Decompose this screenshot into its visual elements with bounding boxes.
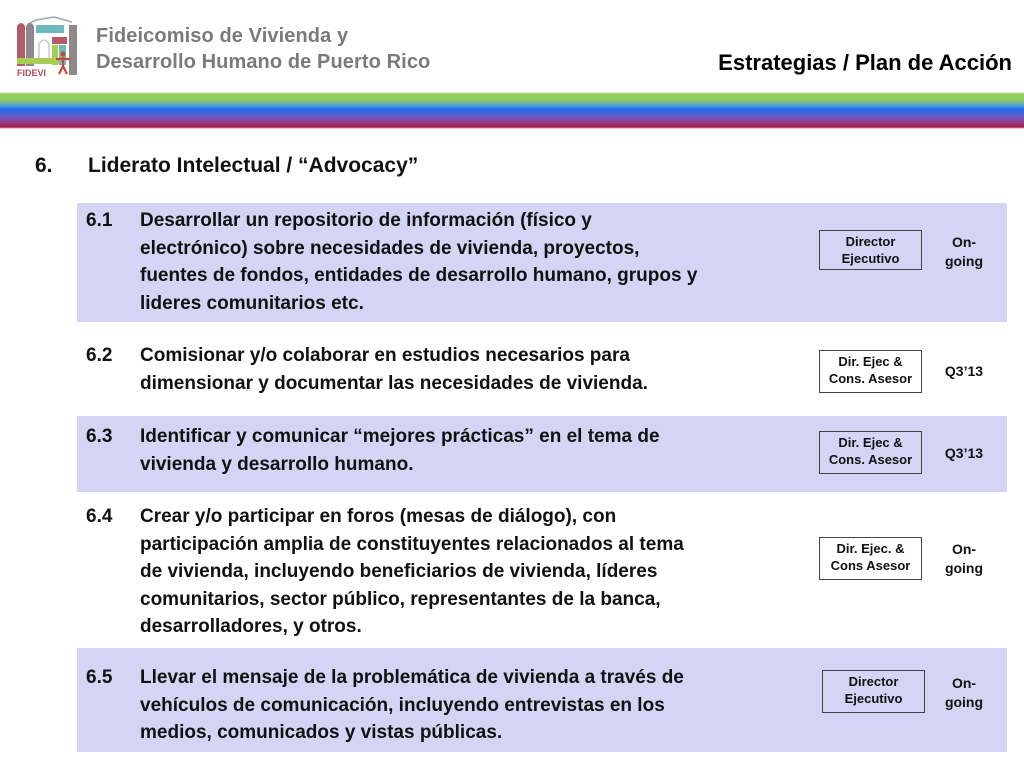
- action-item-row: [77, 416, 1007, 492]
- owner-line: Dir. Ejec. &: [836, 541, 905, 556]
- owner-box: [819, 431, 922, 474]
- timing-line: On-: [951, 234, 977, 250]
- description-line: Crear y/o participar en foros (mesas de diálogo), con: [140, 506, 617, 527]
- timing-line: On-: [951, 541, 977, 557]
- owner-line: Cons. Asesor: [828, 371, 913, 386]
- description-line: medios, comunicados y vistas públicas.: [140, 722, 503, 743]
- description-line: Llevar el mensaje de la problemática de vivienda a través de: [140, 667, 684, 688]
- owner-box: [819, 537, 922, 580]
- item-index: 6.1: [86, 210, 113, 231]
- owner-line: Dir. Ejec &: [838, 435, 903, 450]
- description-line: Identificar y comunicar “mejores prácticas” en el tema de: [140, 426, 660, 447]
- fidevi-logo-icon: [14, 14, 84, 80]
- owner-line: Dir. Ejec &: [838, 354, 903, 369]
- item-index: 6.2: [86, 345, 113, 366]
- decorative-color-stripe: [0, 92, 1024, 129]
- description-line: vehículos de comunicación, incluyendo entrevistas en los: [140, 694, 665, 716]
- organization-name: [96, 23, 430, 75]
- timing-line: going: [944, 560, 984, 576]
- action-item-row: [77, 203, 1007, 322]
- owner-line: Cons. Asesor: [828, 452, 913, 467]
- description-line: comunitarios, sector público, representantes de la banca,: [140, 588, 661, 610]
- item-index: 6.3: [86, 426, 113, 447]
- description-line: desarrolladores, y otros.: [140, 616, 362, 637]
- item-description: [140, 503, 820, 641]
- svg-text:FIDEVI: FIDEVI: [17, 68, 47, 78]
- description-line: de vivienda, incluyendo beneficiarios de vivienda, líderes: [140, 561, 658, 582]
- org-name-line1: Fideicomiso de Vivienda y: [96, 25, 349, 47]
- section-title: [35, 154, 418, 178]
- description-line: lideres comunitarios etc.: [140, 292, 364, 314]
- owner-line: Cons Asesor: [830, 558, 911, 573]
- item-description: [140, 664, 820, 747]
- timing: [933, 233, 995, 271]
- item-index: 6.4: [86, 506, 113, 527]
- timing-line: On-: [951, 675, 977, 691]
- section-number: 6.: [35, 154, 53, 177]
- timing: [933, 540, 995, 578]
- action-item-row: [77, 498, 1007, 643]
- header: [0, 0, 1024, 92]
- owner-line: Ejecutivo: [844, 691, 903, 706]
- description-line: vivienda y desarrollo humano.: [140, 453, 414, 475]
- page-heading: Estrategias / Plan de Acción: [718, 50, 1012, 75]
- timing-line: Q3’13: [944, 445, 984, 461]
- item-description: [140, 423, 820, 478]
- section-title-text: Liderato Intelectual / “Advocacy”: [88, 154, 419, 177]
- timing-line: going: [944, 253, 984, 269]
- description-line: fuentes de fondos, entidades de desarrollo humano, grupos y: [140, 265, 698, 286]
- timing: [933, 674, 995, 712]
- description-line: Comisionar y/o colaborar en estudios necesarios para: [140, 345, 630, 366]
- timing-line: going: [944, 694, 984, 710]
- timing-line: Q3’13: [944, 363, 984, 379]
- item-description: [140, 207, 820, 317]
- timing: [933, 444, 995, 463]
- owner-box: [819, 230, 922, 270]
- description-line: participación amplia de constituyentes relacionados al tema: [140, 533, 684, 555]
- item-description: [140, 342, 820, 397]
- timing: [933, 362, 995, 381]
- description-line: Desarrollar un repositorio de información (físico y: [140, 210, 592, 231]
- owner-line: Director: [845, 234, 896, 249]
- item-index: 6.5: [86, 667, 113, 688]
- owner-box: [819, 350, 922, 393]
- org-name-line2: Desarrollo Humano de Puerto Rico: [96, 51, 431, 73]
- action-item-row: [77, 648, 1007, 752]
- action-item-row: [77, 336, 1007, 406]
- description-line: electrónico) sobre necesidades de vivienda, proyectos,: [140, 237, 640, 259]
- owner-line: Ejecutivo: [841, 251, 900, 266]
- owner-line: Director: [848, 674, 899, 689]
- description-line: dimensionar y documentar las necesidades de vivienda.: [140, 372, 648, 394]
- owner-box: [822, 670, 925, 713]
